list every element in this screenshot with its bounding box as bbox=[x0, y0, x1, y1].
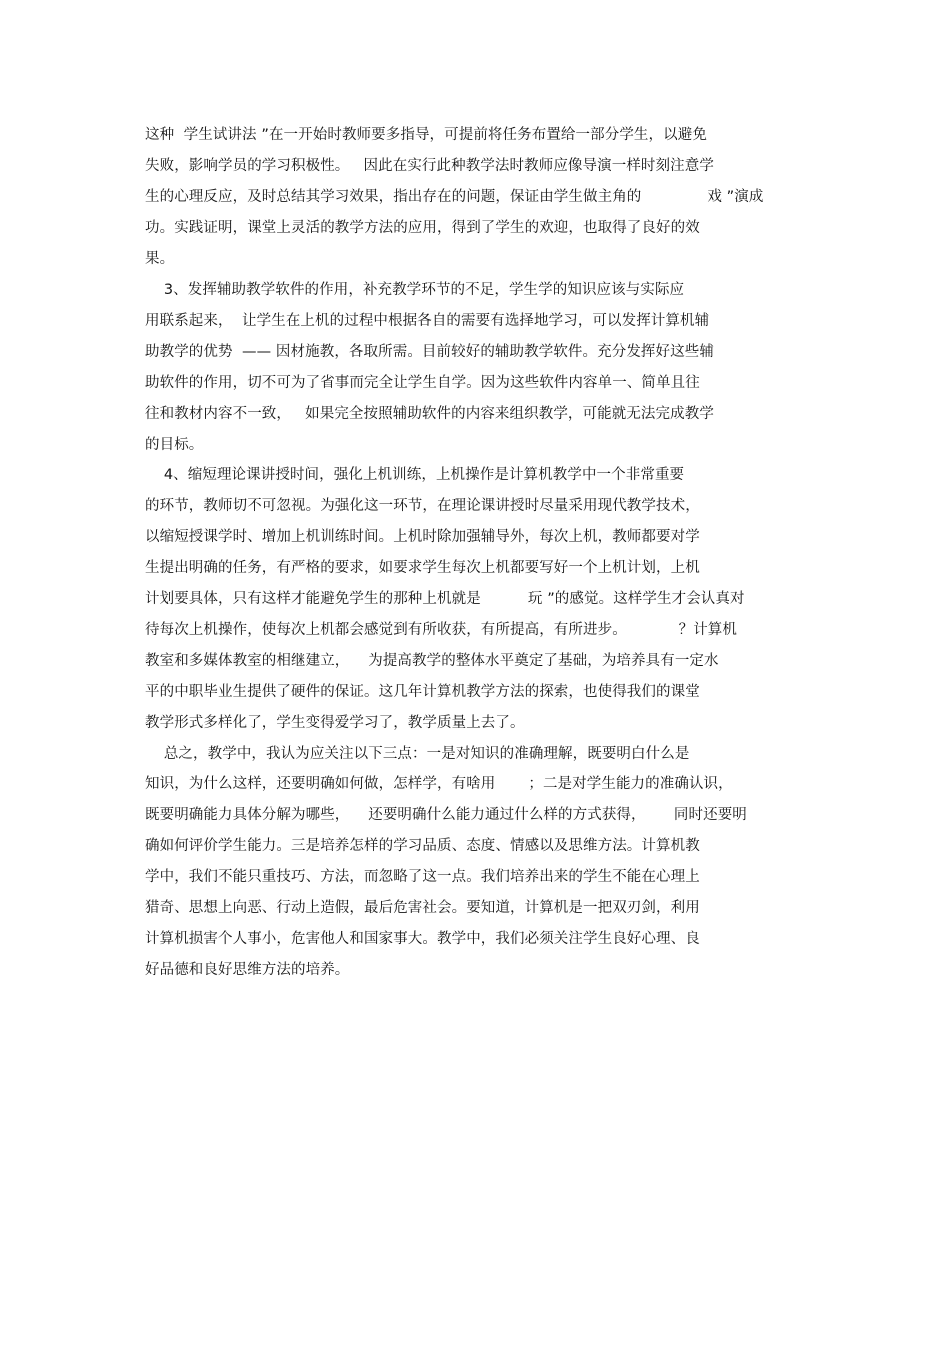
text-line: 学中，我们不能只重技巧、方法，而忽略了这一点。我们培养出来的学生不能在心理上 bbox=[145, 869, 700, 885]
text-line: 的环节，教师切不可忽视。为强化这一环节，在理论课讲授时尽量采用现代教学技术， bbox=[145, 498, 700, 514]
text-line: 助软件的作用，切不可为了省事而完全让学生自学。因为这些软件内容单一、简单且往 bbox=[145, 375, 700, 391]
text-line: 确如何评价学生能力。三是培养怎样的学习品质、态度、情感以及思维方法。计算机教 bbox=[145, 838, 700, 854]
text-line: 待每次上机操作，使每次上机都会感觉到有所收获，有所提高，有所进步。 ？计算机 bbox=[145, 622, 737, 638]
text-line: 3、发挥辅助教学软件的作用，补充教学环节的不足，学生学的知识应该与实际应 bbox=[145, 282, 685, 298]
text-line: 4、缩短理论课讲授时间，强化上机训练，上机操作是计算机教学中一个非常重要 bbox=[145, 467, 685, 483]
text-line: 计划要具体，只有这样才能避免学生的那种上机就是 玩 ”的感觉。这样学生才会认真对 bbox=[145, 591, 745, 607]
text-line: 的目标。 bbox=[145, 437, 204, 453]
text-line: 果。 bbox=[145, 251, 175, 267]
text-line: 往和教材内容不一致， 如果完全按照辅助软件的内容来组织教学，可能就无法完成教学 bbox=[145, 406, 714, 422]
text-line: 失败，影响学员的学习积极性。 因此在实行此种教学法时教师应像导演一样时刻注意学 bbox=[145, 158, 714, 174]
text-line: 这种 学生试讲法 ”在一开始时教师要多指导，可提前将任务布置给一部分学生，以避免 bbox=[145, 127, 707, 143]
text-line: 生提出明确的任务，有严格的要求，如要求学生每次上机都要写好一个上机计划，上机 bbox=[145, 560, 700, 576]
text-line: 教室和多媒体教室的相继建立， 为提高教学的整体水平奠定了基础，为培养具有一定水 bbox=[145, 653, 719, 669]
text-line: 功。实践证明，课堂上灵活的教学方法的应用，得到了学生的欢迎，也取得了良好的效 bbox=[145, 220, 700, 236]
text-line: 平的中职毕业生提供了硬件的保证。这几年计算机教学方法的探索，也使得我们的课堂 bbox=[145, 684, 700, 700]
text-line: 教学形式多样化了，学生变得爱学习了，教学质量上去了。 bbox=[145, 715, 525, 731]
text-line: 猎奇、思想上向恶、行动上造假，最后危害社会。要知道，计算机是一把双刃剑，利用 bbox=[145, 900, 700, 916]
text-line: 既要明确能力具体分解为哪些， 还要明确什么能力通过什么样的方式获得， 同时还要明 bbox=[145, 807, 747, 823]
text-line: 生的心理反应，及时总结其学习效果，指出存在的问题，保证由学生做主角的 戏 ”演成 bbox=[145, 189, 764, 205]
text-line: 好品德和良好思维方法的培养。 bbox=[145, 962, 350, 978]
text-line: 总之，教学中，我认为应关注以下三点：一是对知识的准确理解，既要明白什么是 bbox=[145, 746, 690, 762]
text-line: 助教学的优势 —— 因材施教，各取所需。目前较好的辅助教学软件。充分发挥好这些辅 bbox=[145, 344, 714, 360]
text-line: 以缩短授课学时、增加上机训练时间。上机时除加强辅导外，每次上机，教师都要对学 bbox=[145, 529, 700, 545]
text-line: 计算机损害个人事小，危害他人和国家事大。教学中，我们必须关注学生良好心理、良 bbox=[145, 931, 700, 947]
text-line: 知识，为什么这样，还要明确如何做，怎样学，有啥用 ；二是对学生能力的准确认识， bbox=[145, 776, 733, 792]
text-line: 用联系起来， 让学生在上机的过程中根据各自的需要有选择地学习，可以发挥计算机辅 bbox=[145, 313, 710, 329]
